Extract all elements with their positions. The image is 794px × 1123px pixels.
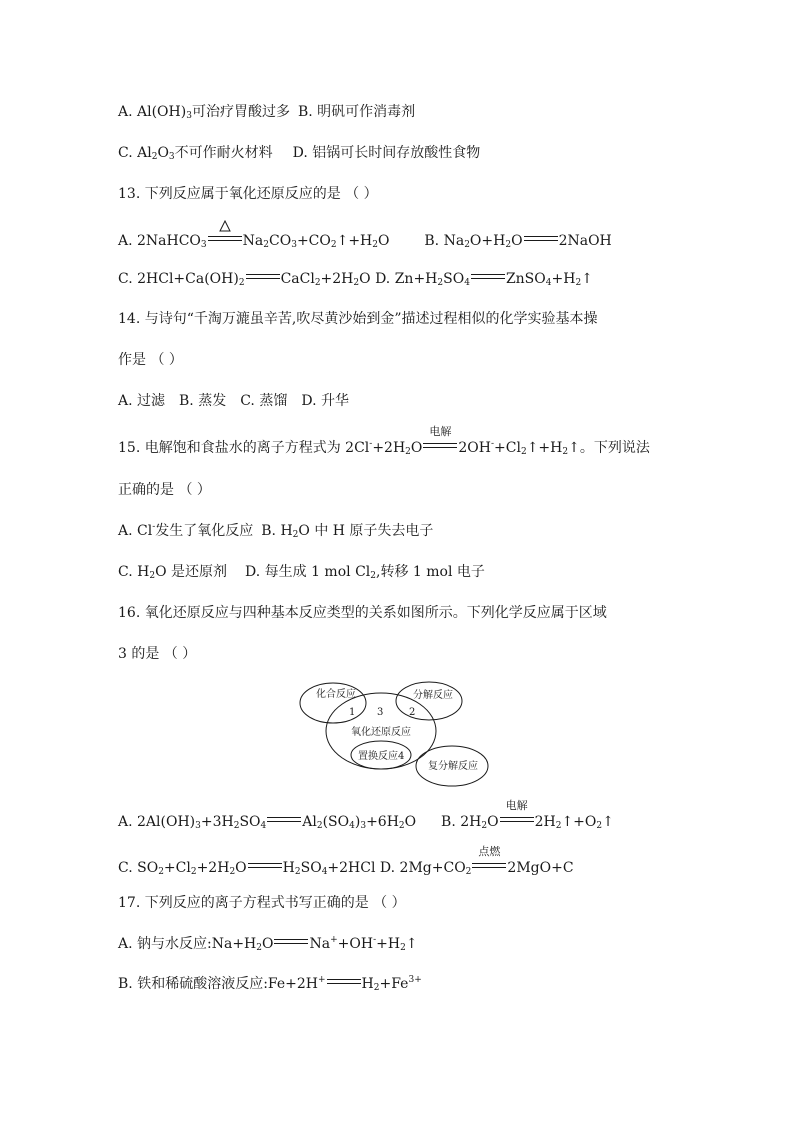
q13-option-row-2: C. $2HCl+Ca(OH)_2$ $CaCl_2+2H_2O$ D. $Zn+H_2SO_4$ $ZnSO_4+H_2↑$	[118, 271, 593, 288]
q14-stem-line-2: 作是 （ ）	[118, 352, 183, 368]
q12-option-d: D. 铝锅可长时间存放酸性食物	[292, 145, 481, 161]
label-displacement: 置换反应4	[358, 751, 405, 762]
q16-stem-line-1: 16. 氧化还原反应与四种基本反应类型的关系如图所示。下列化学反应属于区域	[118, 605, 607, 621]
q15-stem-line-1: 15. 电解饱和食盐水的离子方程式为 $2Cl^-+2H_2O$ 电解 $2OH^-+Cl_2↑+H_2↑$。下列说法	[118, 425, 650, 457]
q12-option-b: B. 明矾可作消毒剂	[297, 104, 416, 120]
region-1: 1	[349, 707, 356, 718]
q12-option-row-1: A. $Al(OH)_3$可治疗胃酸过多 B. 明矾可作消毒剂	[118, 104, 416, 121]
q15-stem-line-2: 正确的是 （ ）	[118, 482, 211, 498]
q16-option-row-2: C. $SO_2+Cl_2+2H_2O$ $H_2SO_4+2HCl$ D. $2Mg+CO_2$ 点燃 2MgO+C	[118, 845, 574, 877]
q16-option-row-1: A. $2Al(OH)_3+3H_2SO_4$ $Al_2(SO_4)_3+6H_2O$ B. $2H_2O$ 电解 $2H_2↑+O_2↑$	[118, 799, 614, 831]
q14-stem-line-1: 14. 与诗句“千淘万漉虽辛苦,吹尽黄沙始到金”描述过程相似的化学实验基本操	[118, 311, 598, 327]
heating-equals-sign	[208, 233, 242, 245]
q12-option-row-2: C. $Al_2O_3$不可作耐火材料 D. 铝锅可长时间存放酸性食物	[118, 145, 481, 162]
q17-option-a: A. 钠与水反应$:Na+H_2O$ $Na^++OH^-+H_2↑$	[118, 935, 418, 953]
decomposition-circle	[396, 682, 462, 720]
heating-triangle-icon	[219, 220, 231, 232]
reaction-types-venn-diagram	[296, 677, 490, 791]
q13-stem: 13. 下列反应属于氧化还原反应的是 （ ）	[118, 186, 378, 202]
q17-option-b: B. 铁和稀硫酸溶液反应:Fe+2H+ $H_2+Fe^{3+}$	[118, 975, 422, 993]
label-double-decomposition: 复分解反应	[428, 761, 478, 772]
q15-option-row-2: C. $H_2O$ 是还原剂 D. 每生成 1 mol $Cl_2$,转移 1 mol 电子	[118, 564, 485, 581]
label-combination: 化合反应	[316, 689, 356, 700]
region-2: 2	[409, 707, 416, 718]
q14-options: A. 过滤 B. 蒸发 C. 蒸馏 D. 升华	[118, 393, 349, 409]
q15-option-row-1: A. Cl-发生了氧化反应 B. $H_2O$ 中 H 原子失去电子	[118, 522, 434, 540]
label-decomposition: 分解反应	[413, 690, 453, 701]
q16-stem-line-2: 3 的是 （ ）	[118, 646, 197, 662]
q13-option-row-1: A. 2NaHCO$_3$ $Na_2CO_3+CO_2↑+H_2O$ B. $Na_2O+H_2O$ 2NaOH	[118, 231, 612, 251]
label-redox: 氧化还原反应	[351, 727, 411, 738]
q17-stem: 17. 下列反应的离子方程式书写正确的是 （ ）	[118, 895, 406, 911]
electrolysis-equals-sign: 电解	[423, 440, 457, 452]
equals-sign	[524, 233, 558, 245]
region-3: 3	[377, 707, 384, 718]
